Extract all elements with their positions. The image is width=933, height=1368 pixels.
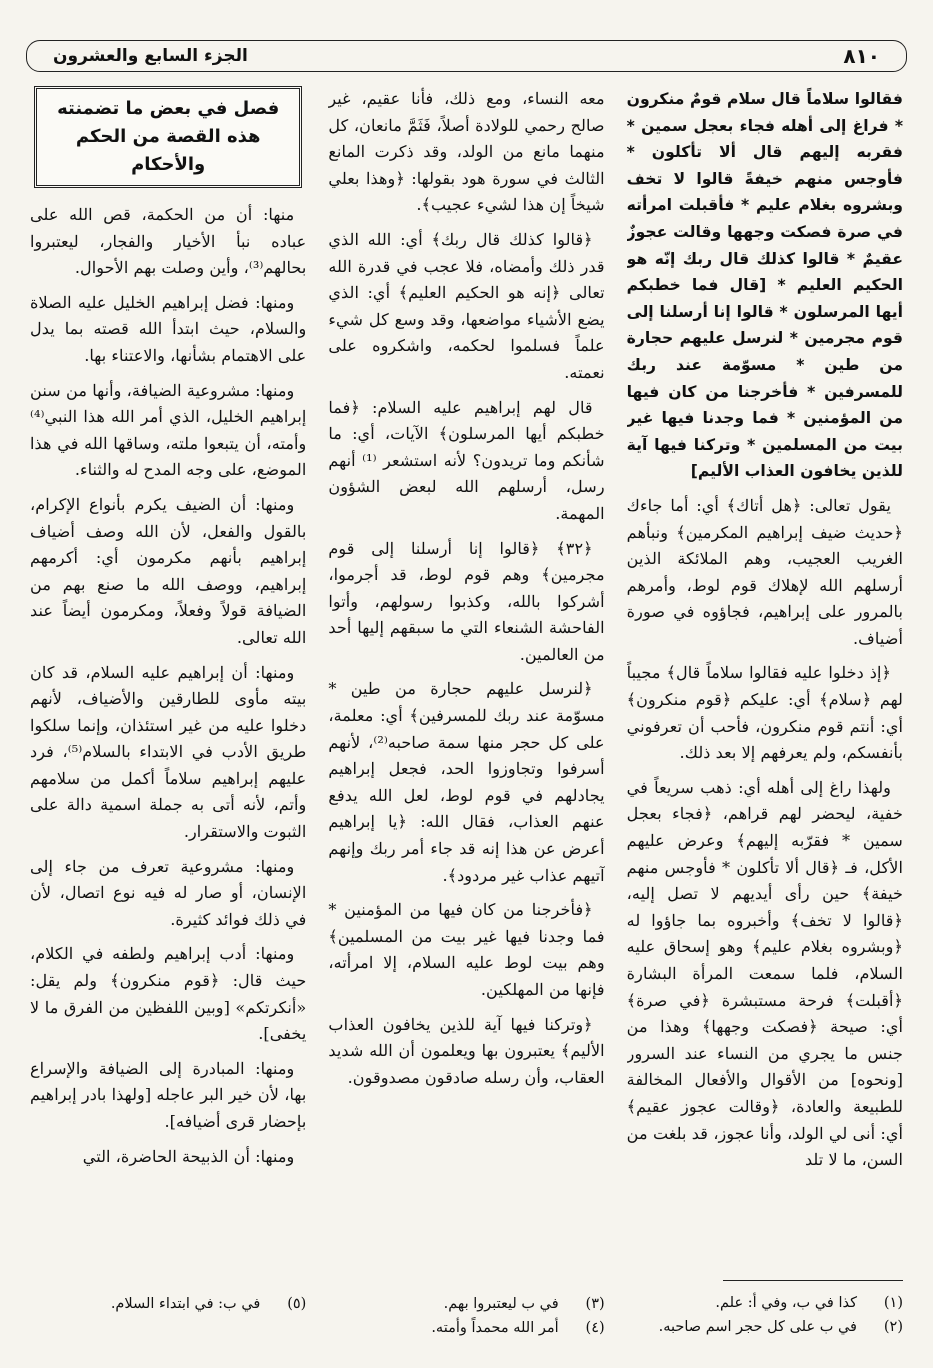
footnote [30, 1292, 306, 1316]
ruling-item: ومنها: أن الضيف يكرم بأنواع الإكرام، بالقول والفعل، لأن الله وصف أضياف إبراهيم بأنهم مكرمون أي: أكرمهم إبراهيم، ووصف الله ما صنع بهم من الضيافة قولاً وفعلاً، ومكرمون أيضاً عند الله تعالى. [30, 494, 307, 647]
ruling-item: ومنها: أن إبراهيم عليه السلام، قد كان بيته مأوى للطارقين والأضياف، لأنهم دخلوا عليه من غير استئذان، وإنما سلكوا طريق الأدب في الابتداء بالسلام⁽⁵⁾، فرد عليهم إبراهيم سلاماً أكمل من سلامهم وأتم، لأنه أتى به جملة اسمية دالة على الثبوت والاستقرار. [30, 662, 307, 842]
footnote-number: (١) [883, 1295, 903, 1311]
footnote-text: كذا في ب، وفي أ: علم. [715, 1295, 857, 1311]
ruling-item: ومنها: مشروعية الضيافة، وأنها من سنن إبراهيم الخليل، الذي أمر الله هذا النبي⁽⁴⁾ وأمته، أن يتبعوا ملته، وساقها الله في هذا الموضع، على وجه المدح له والثناء. [30, 380, 307, 480]
quran-verses: فقالوا سلاماً قال سلام قومٌ منكرون * فراغ إلى أهله فجاء بعجل سمين * فقربه إليهم قال ألا تأكلون * فأوجس منهم خيفةً قالوا لا تخف وبشروه بغلام عليم * فأقبلت امرأته في صرة فصكت وجهها وقالت عجوزٌ عقيمٌ * قالوا كذلك قال ربك إنّه هو الحكيم العليم * [قال فما خطبكم أيها المرسلون * قالوا إنا أرسلنا إلى قوم مجرمين * لنرسل عليهم حجارة من طين * مسوّمة عند ربك للمسرفين * فأخرجنا من كان فيها من المؤمنين * فما وجدنا فيها غير بيت من المسلمين * وتركنا فيها آية للذين يخافون العذاب الأليم] [626, 90, 903, 481]
footnote-text: في ب على كل حجر اسم صاحبه. [658, 1319, 857, 1335]
footnote-text: أمر الله محمداً وأمته. [431, 1320, 559, 1336]
commentary-paragraph: ﴿وتركنا فيها آية للذين يخافون العذاب الأليم﴾ يعتبرون بها ويعلمون أن الله شديد العقاب، وأن رسله صادقون مصدوقون. [328, 1014, 605, 1087]
footnote-number: (٣) [585, 1296, 605, 1312]
footnote-text: في ب ليعتبروا بهم. [443, 1296, 559, 1312]
column-right [627, 86, 903, 1274]
footnote [328, 1292, 604, 1316]
column-middle [328, 86, 604, 1274]
commentary-paragraph: معه النساء، ومع ذلك، فأنا عقيم، غير صالح رحمي للولادة أصلاً، فَثَمَّ مانعان، كل منهما مانع من الولد، وقد ذكرت المانع الثالث في سورة هود بقولها: ﴿وهذا بعلي شيخاً إن هذا لشيء عجيب﴾. [328, 89, 605, 215]
footnote-number: (٤) [585, 1320, 605, 1336]
commentary-paragraph: ﴿لنرسل عليهم حجارة من طين * مسوّمة عند ربك للمسرفين﴾ أي: معلمة، على كل حجر منها سمة صاحبه⁽²⁾، لأنهم أسرفوا وتجاوزوا الحد، فجعل إبراهيم يجادلهم في قوم لوط، لعل الله يدفع عنهم العذاب، فقال الله: ﴿يا إبراهيم أعرض عن هذا إنه قد جاء أمر ربك وإنهم آتيهم عذاب غير مردود﴾. [328, 679, 605, 885]
part-title: الجزء السابع والعشرون [53, 46, 248, 66]
footnote-number: (٢) [883, 1319, 903, 1335]
footnote-text: في ب: في ابتداء السلام. [110, 1296, 261, 1312]
commentary-paragraph: قال لهم إبراهيم عليه السلام: ﴿فما خطبكم أيها المرسلون﴾ الآيات، أي: ما شأنكم وما تريدون؟ لأنه استشعر ⁽¹⁾ أنهم رسل، أرسلهم الله لبعض الشؤون المهمة. [328, 397, 605, 523]
ruling-item: ومنها: أدب إبراهيم ولطفه في الكلام، حيث قال: ﴿قوم منكرون﴾ ولم يقل: «أنكرتكم» [وبين اللفظين من الفرق ما لا يخفى]. [30, 944, 307, 1044]
footnotes-right [627, 1280, 903, 1350]
commentary-paragraph: يقول تعالى: ﴿هل أتاك﴾ أي: أما جاءك ﴿حديث ضيف إبراهيم المكرمين﴾ ونبأهم الغريب العجيب، وهم الملائكة الذين أرسلهم الله لإهلاك قوم لوط، وأمرهم بالمرور على إبراهيم، فجاؤوه في صورة أضياف. [626, 495, 903, 648]
commentary-paragraph: ﴿إذ دخلوا عليه فقالوا سلاماً قال﴾ مجيباً لهم ﴿سلام﴾ أي: عليكم ﴿قوم منكرون﴾ أي: أنتم قوم منكرون، فأحب أن تعرفوني بأنفسكم، ولم يعرفهم إلا بعد ذلك. [626, 663, 903, 763]
footnotes-middle [328, 1280, 604, 1350]
footnote [627, 1315, 903, 1339]
section-title-box: فصل في بعض ما تضمنته هذه القصة من الحكم والأحكام [34, 86, 302, 188]
text-columns [30, 86, 903, 1274]
page-number: ٨١٠ [843, 44, 880, 68]
footnotes [30, 1280, 903, 1350]
column-left [30, 86, 306, 1274]
ruling-item: ومنها: فضل إبراهيم الخليل عليه الصلاة والسلام، حيث ابتدأ الله قصته بما يدل على الاهتمام بشأنها، والاعتناء بها. [30, 292, 307, 365]
commentary-paragraph: ولهذا راغ إلى أهله أي: ذهب سريعاً في خفية، ليحضر لهم قراهم، ﴿فجاء بعجل سمين * فقرّبه إليهم﴾ وعرض عليهم الأكل، فـ ﴿قال ألا تأكلون * فأوجس منهم خيفة﴾ حين رأى أيديهم لا تصل إليه، ﴿قالوا لا تخف﴾ وأخبروه بما جاؤوا له ﴿وبشروه بغلام عليم﴾ وهو إسحاق عليه السلام، فلما سمعت المرأة البشارة ﴿أقبلت﴾ فرحة مستبشرة ﴿في صرة﴾ أي: صيحة ﴿فصكت وجهها﴾ وهذا من جنس ما يجري من النساء عند السرور [ونحوه] من الأقوال والأفعال المخالفة للطبيعة والعادة، ﴿وقالت عجوز عقيم﴾ أي: أنى لي الولد، وأنا عجوز، قد بلغت من السن، ما لا تلد [626, 777, 903, 1170]
footnote [328, 1316, 604, 1340]
footnote-divider [723, 1280, 903, 1281]
footnote [627, 1291, 903, 1315]
commentary-paragraph: ﴿قالوا كذلك قال ربك﴾ أي: الله الذي قدر ذلك وأمضاه، فلا عجب في قدرة الله تعالى ﴿إنه هو الحكيم العليم﴾ أي: الذي يضع الأشياء مواضعها، وقد وسع كل شيء علماً فسلموا لحكمه، واشكروه على نعمته. [328, 229, 605, 382]
ruling-item: منها: أن من الحكمة، قص الله على عباده نبأ الأخيار والفجار، ليعتبروا بحالهم⁽³⁾، وأين وصلت بهم الأحوال. [30, 205, 307, 278]
footnote-number: (٥) [287, 1296, 307, 1312]
commentary-paragraph: ﴿فأخرجنا من كان فيها من المؤمنين * فما وجدنا فيها غير بيت من المسلمين﴾ وهم بيت لوط عليه السلام، إلا امرأته، فإنها من المهلكين. [328, 900, 605, 999]
ruling-item: ومنها: مشروعية تعرف من جاء إلى الإنسان، أو صار له فيه نوع اتصال، لأن في ذلك فوائد كثيرة. [30, 856, 307, 929]
ruling-item: ومنها: المبادرة إلى الضيافة والإسراع بها، لأن خير البر عاجله [ولهذا بادر إبراهيم بإحضار قرى أضيافه]. [30, 1058, 307, 1131]
ruling-item: ومنها: أن الذبيحة الحاضرة، التي [82, 1146, 295, 1166]
footnotes-left [30, 1280, 306, 1350]
page-header [26, 40, 907, 72]
commentary-paragraph: ﴿٣٢﴾ ﴿قالوا إنا أرسلنا إلى قوم مجرمين﴾ وهم قوم لوط، قد أجرموا، أشركوا بالله، وكذبوا رسولهم، وأتوا الفاحشة الشنعاء التي ما سبقهم إليها أحد من العالمين. [328, 538, 605, 664]
